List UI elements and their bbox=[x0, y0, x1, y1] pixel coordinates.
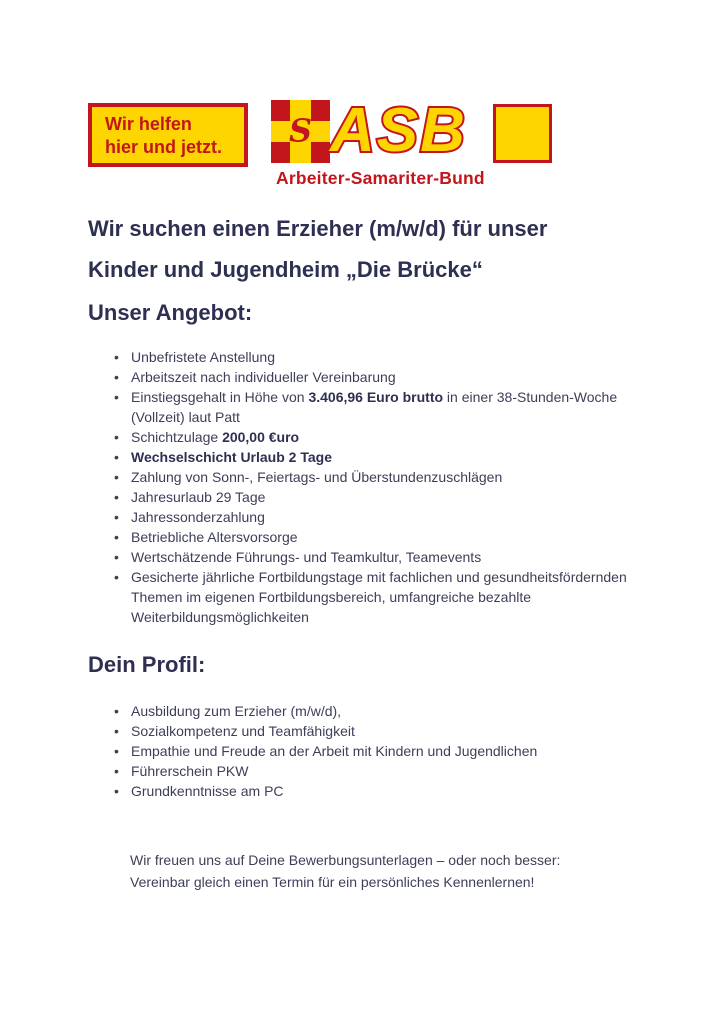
asb-wordmark-text: ASB bbox=[330, 96, 467, 165]
bold-text: 200,00 €uro bbox=[222, 429, 300, 445]
text: Wertschätzende Führungs- und Teamkultur, Teamevents bbox=[131, 549, 482, 565]
text: Betriebliche Altersvorsorge bbox=[131, 529, 298, 545]
text: Jahresurlaub 29 Tage bbox=[131, 489, 266, 505]
text: Empathie und Freude an der Arbeit mit Kindern und Jugendlichen bbox=[131, 743, 538, 759]
text: Gesicherte jährliche Fortbildungstage mit fachlichen und gesundheitsfördernden Themen im eigenen Fortbildungsbereich, umfangreiche bezahlte Weiterbildungsmöglichkeiten bbox=[131, 569, 627, 625]
list-item bbox=[112, 547, 637, 567]
list-item bbox=[112, 347, 637, 367]
asb-cross-icon bbox=[271, 100, 330, 163]
text: Zahlung von Sonn-, Feiertags- und Überstundenzuschlägen bbox=[131, 469, 503, 485]
text: Führerschein PKW bbox=[131, 763, 249, 779]
text: Einstiegsgehalt in Höhe von bbox=[131, 389, 309, 405]
bold-text: 3.406,96 Euro brutto bbox=[308, 389, 444, 405]
asb-logo bbox=[271, 96, 496, 193]
list-item bbox=[112, 507, 637, 527]
asb-subtitle: Arbeiter-Samariter-Bund bbox=[276, 168, 485, 188]
asb-cross-letter: S bbox=[288, 111, 313, 150]
text: Arbeitszeit nach individueller Vereinbarung bbox=[131, 369, 396, 385]
list-item bbox=[112, 487, 637, 507]
text: Ausbildung zum Erzieher (m/w/d), bbox=[131, 703, 342, 719]
claim-line-1: Wir helfen bbox=[105, 114, 192, 134]
list-item bbox=[112, 367, 637, 387]
list-item bbox=[112, 761, 637, 781]
list-item bbox=[112, 447, 637, 467]
text: in einer 38-Stunden-Woche (Vollzeit) laut Patt bbox=[131, 389, 618, 425]
offer-heading: Unser Angebot: bbox=[88, 300, 253, 325]
closing-line-1: Wir freuen uns auf Deine Bewerbungsunterlagen – oder noch besser: bbox=[130, 852, 561, 868]
list-item bbox=[112, 387, 637, 427]
asb-wordmark bbox=[326, 94, 498, 168]
logo-right-yellow-box bbox=[493, 104, 552, 163]
list-item bbox=[112, 567, 637, 627]
claim-line-2: hier und jetzt. bbox=[105, 137, 222, 157]
title-line-2: Kinder und Jugendheim „Die Brücke“ bbox=[88, 257, 483, 282]
text: Sozialkompetenz und Teamfähigkeit bbox=[131, 723, 355, 739]
title-line-1: Wir suchen einen Erzieher (m/w/d) für unser bbox=[88, 216, 548, 241]
closing-line-2: Vereinbar gleich einen Termin für ein persönliches Kennenlernen! bbox=[130, 874, 535, 890]
list-item bbox=[112, 741, 637, 761]
list-item bbox=[112, 721, 637, 741]
list-item bbox=[112, 427, 637, 447]
list-item bbox=[112, 467, 637, 487]
profile-list bbox=[112, 701, 637, 801]
text: Grundkenntnisse am PC bbox=[131, 783, 284, 799]
profile-heading: Dein Profil: bbox=[88, 652, 206, 677]
offer-list bbox=[112, 347, 637, 627]
closing-text bbox=[130, 849, 560, 893]
bold-text: Wechselschicht Urlaub 2 Tage bbox=[131, 449, 332, 465]
asb-claim-box bbox=[88, 103, 248, 167]
list-item bbox=[112, 527, 637, 547]
page-title bbox=[88, 208, 547, 290]
text: Jahressonderzahlung bbox=[131, 509, 265, 525]
list-item bbox=[112, 701, 637, 721]
list-item bbox=[112, 781, 637, 801]
text: Schichtzulage bbox=[131, 429, 223, 445]
text: Unbefristete Anstellung bbox=[131, 349, 275, 365]
